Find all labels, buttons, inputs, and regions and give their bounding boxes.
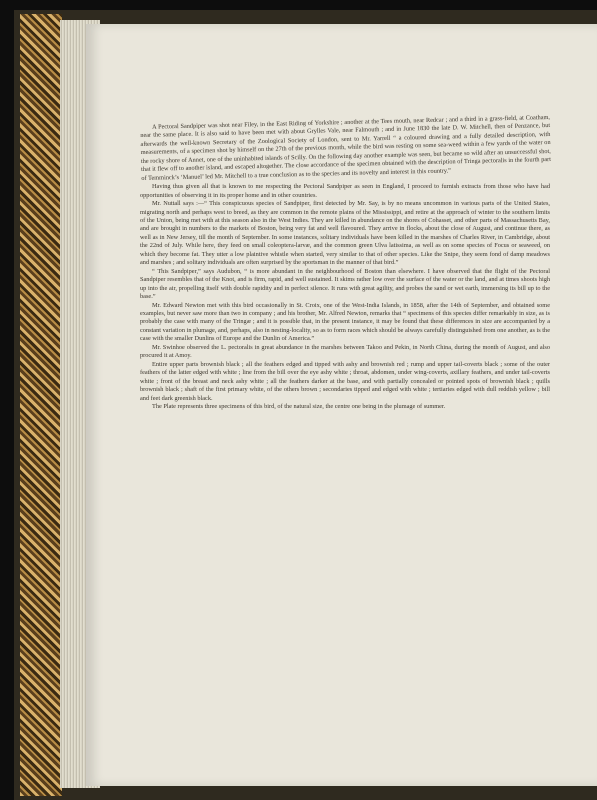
paragraph: A Pectoral Sandpiper was shot near Filey, in the East Riding of Yorkshire ; another at the Tees mouth, near Redcar ; and a third in a grass-field, at Coatham, near the same place. It is also said to have been met with about Grylles Vale, near Falmouth ; and in June 1830 the late D. W. Mitchell, then of Penzance, but afterwards the well-known Secretary of the Zoological Society of London, sent to Mr. Yarrell “ a coloured drawing and a fully detailed description, with measurements, of a specimen shot by himself on the 27th of the previous month, while the bird was resting on some sea-weed within a few yards of the water on the rocky shore of Annet, one of the uninhabited islands of Scilly. On the following day another example was seen, but became so wild after an unsuccessful shot, that it flew off to another island, and escaped altogether. The close accordance of the specimen obtained with the description of Tringa pectoralis in the fourth part of Temminck’s ‘Manuel’ led Mr. Mitchell to a true conclusion as to the species and its novelty and interest in this country.” (140, 113, 552, 182)
paragraph: Having thus given all that is known to me respecting the Pectoral Sandpiper as seen in England, I proceed to furnish extracts from those who have had opportunities of observing it in its proper home and in other countries. (140, 183, 550, 199)
paragraph: “ This Sandpiper,” says Audubon, “ is more abundant in the neighbourhood of Boston than elsewhere. I have observed that the flight of the Pectoral Sandpiper resembles that of the Knot, and is firm, rapid, and well sustained. It skims rather low over the surface of the water or the land, and at times shoots high up into the air, propelling itself with double rapidity and in perfect silence. It runs with great agility, and probes the sand or wet earth, immersing its bill up to the base.” (140, 267, 550, 301)
marbled-board (20, 14, 62, 796)
paragraph: Mr. Edward Newton met with this bird occasionally in St. Croix, one of the West-India Islands, in 1858, after the 14th of September, and obtained some examples, but never saw more than two in company ; and his brother, Mr. Alfred Newton, remarks that “ specimens of this species differ remarkably in size, as is probably the case with many of the Tringæ ; and it is possible that, in the present instance, it may be found that these differences in size are accompanied by a constant variation in plumage, and, perhaps, also in nesting-locality, so as to form races which should be always carefully distinguished from one another, as is the case with the smaller Dunlins of Europe and the Dunlin of America.” (140, 301, 550, 343)
page-text (140, 113, 552, 411)
plate-note: The Plate represents three specimens of this bird, of the natural size, the centre one being in the plumage of summer. (152, 402, 446, 410)
book-page (86, 24, 597, 786)
paragraph: Mr. Nuttall says :—“ This conspicuous species of Sandpiper, first detected by Mr. Say, is by no means uncommon in various parts of the United States, migrating north and perhaps west to breed, as they are common in the remote plains of the Mississippi, and retire at the approach of winter to the southern limits of the Union, being met with at this season also in the West Indies. They are killed in abundance on the shores of Cohasset, and other parts of Massachusetts Bay, and are brought in numbers to the markets of Boston, being very fat and well flavoured. They arrive in flocks, about the close of August, and continue there, as well as in New Jersey, till the month of September. In some instances, solitary individuals have been killed in the marshes of Charles River, in Cambridge, about the 22nd of July. While here, they feed on small coleoptera-larvæ, and the common green Ulva latissima, as well as on some species of Focus or seaweed, on which they become fat. They utter a low plaintive whistle when started, very similar to that of other species. Like the Snipe, they seem fond of damp meadows and marshes ; and solitary individuals are often surprised by the sportsman in the manner of that bird.” (140, 200, 550, 267)
paragraph: Mr. Swinhoe observed the L. pectoralis in great abundance in the marshes between Takoo and Pekin, in North China, during the month of August, and also procured it at Amoy. (140, 343, 550, 360)
description-paragraph: Entire upper parts brownish black ; all the feathers edged and tipped with ashy and brownish red ; rump and upper tail-coverts black ; some of the outer feathers of the latter edged with white ; line from the bill over the eye ashy white ; throat, abdomen, under wing-coverts, axillary feathers, and under tail-coverts white ; front of the breast and neck ashy white ; all the feathers darker at the base, and with partially concealed or pointed spots of brownish black ; quills brownish black ; shaft of the first primary white, of the others brown ; secondaries tipped and edged with white ; tertiaries edged with dull reddish yellow ; bill and feet dark greenish black. (140, 360, 550, 402)
